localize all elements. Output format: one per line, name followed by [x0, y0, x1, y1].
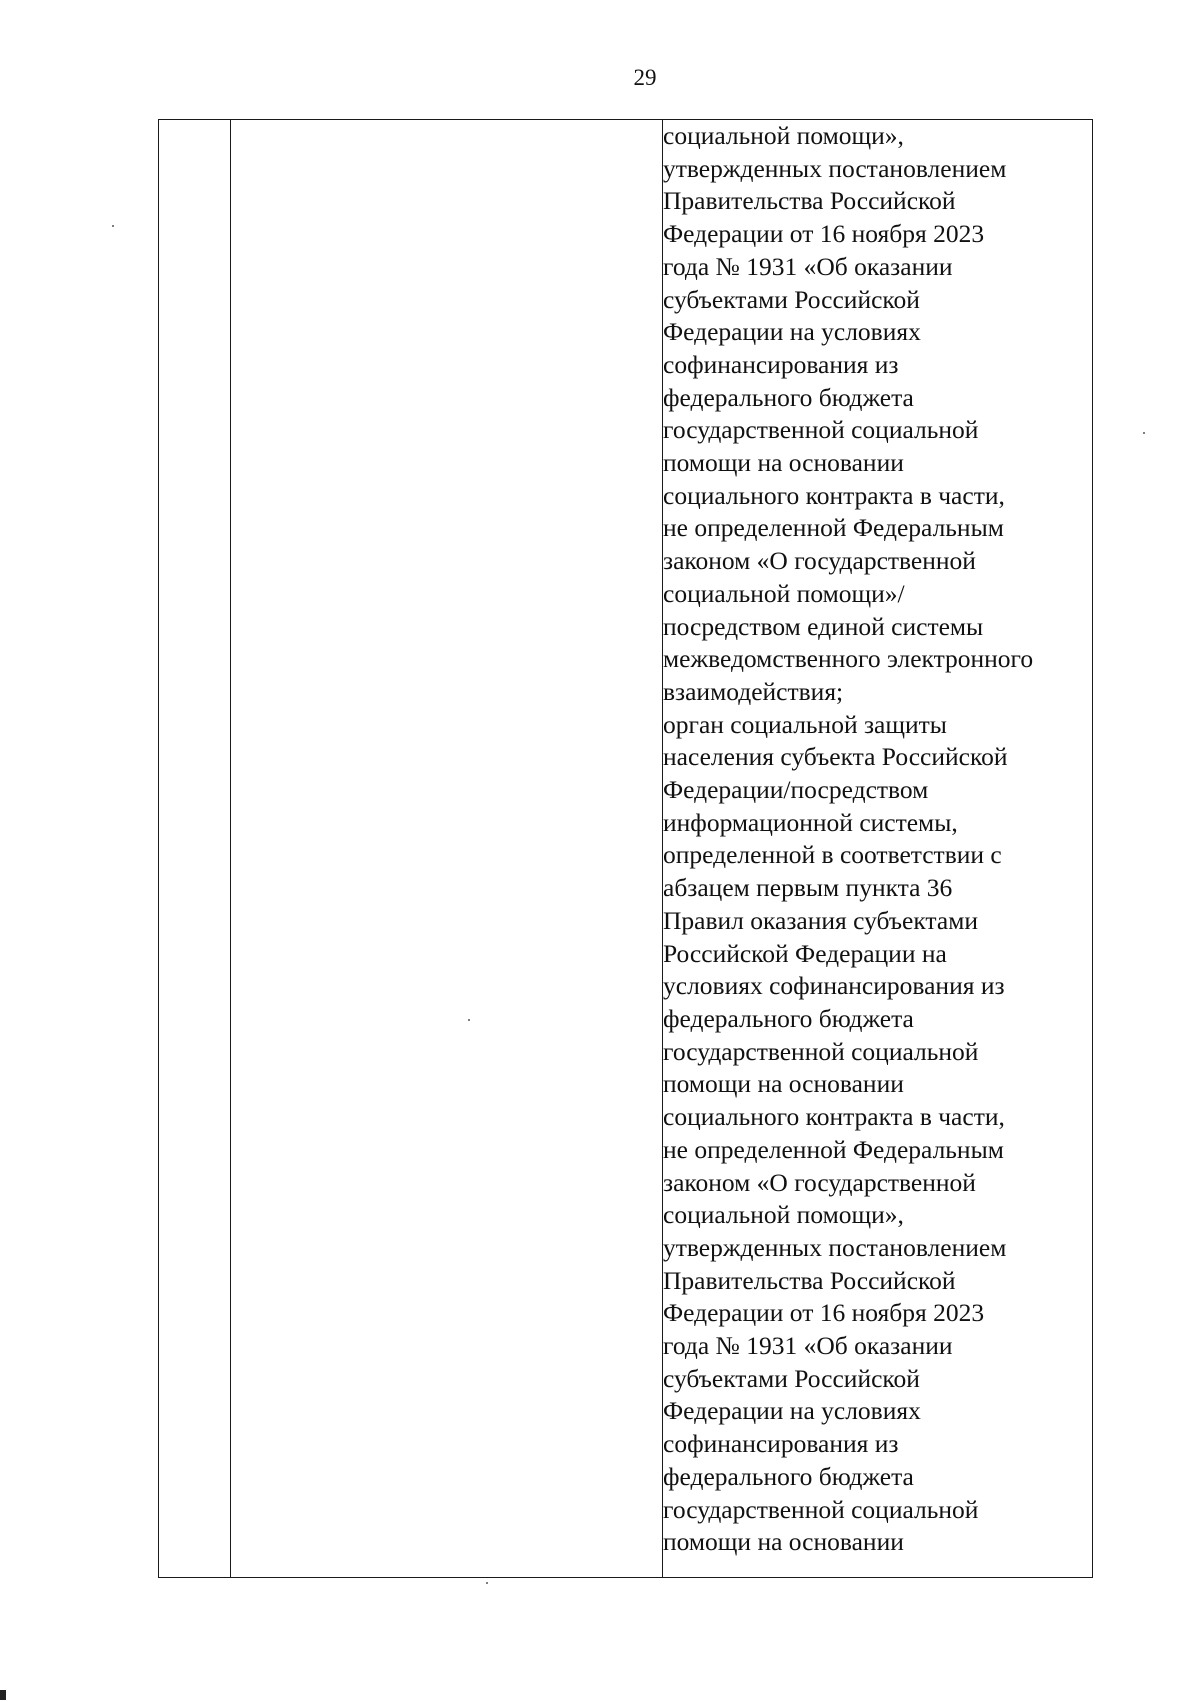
- table-cell-details: [663, 120, 1093, 1578]
- scan-speck: [486, 1582, 488, 1584]
- page-number: 29: [633, 65, 657, 90]
- table-cell-number: [159, 120, 231, 1578]
- table-cell-description: [231, 120, 663, 1578]
- scan-speck: [468, 1019, 470, 1021]
- table-row: [159, 120, 1093, 1578]
- scan-speck: [1143, 432, 1145, 434]
- scan-corner-mark: [0, 1690, 6, 1700]
- cell-text: социальной помощи», утвержденных постановлением Правительства Российской Федерации от 16 ноября 2023 года № 1931 «Об оказании субъектами Российской Федерации на условиях софинансирования из федерального бюджета государственной социальной помощи на основании социального контракта в части, не определенной Федеральным законом «О государственной социальной помощи»/ посредством единой системы межведомственного электронного взаимодействия; орган социальной защиты населения субъекта Российской Федерации/посредством информационной системы, определенной в соответствии с абзацем первым пункта 36 Правил оказания субъектами Российской Федерации на условиях софинансирования из федерального бюджета государственной социальной помощи на основании социального контракта в части, не определенной Федеральным законом «О государственной социальной помощи», утвержденных постановлением Правительства Российской Федерации от 16 ноября 2023 года № 1931 «Об оказании субъектами Российской Федерации на условиях софинансирования из федерального бюджета государственной социальной помощи на основании: [663, 121, 1034, 1557]
- scan-speck: [112, 225, 114, 227]
- document-table: [158, 119, 1093, 1578]
